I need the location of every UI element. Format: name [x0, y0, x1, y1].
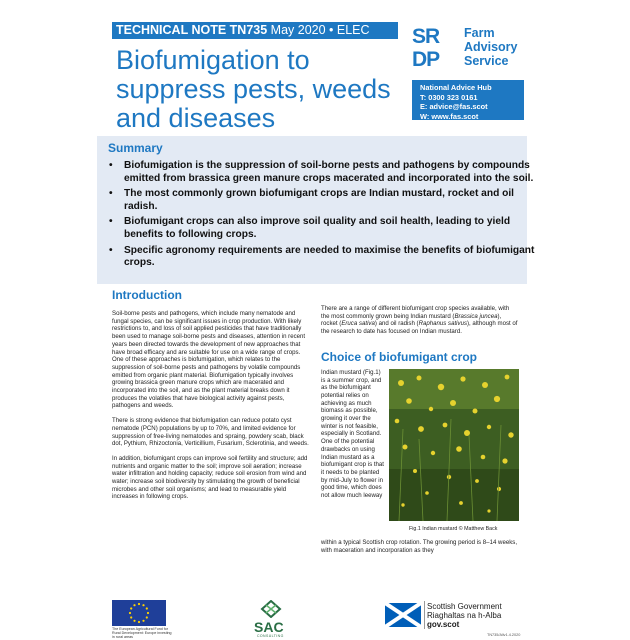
logo-org-line-3: Service	[464, 54, 509, 68]
species-latin-2: Eruca sativa	[341, 320, 375, 328]
title-line-3: and diseases	[116, 103, 276, 133]
summary-list	[97, 160, 544, 273]
choice-heading: Choice of biofumigant crop	[321, 349, 477, 364]
logo-org-name	[464, 26, 518, 68]
sac-subtitle: CONSULTING	[257, 634, 284, 638]
summary-bullet: • The most commonly grown biofumigant crops are Indian mustard, rocket and oil radish.	[124, 188, 544, 213]
summary-bullet: • Specific agronomy requirements are needed to maximise the benefits of biofumigant crops.	[124, 245, 544, 270]
title-line-1: Biofumigation to	[116, 45, 310, 75]
summary-box	[97, 136, 535, 284]
species-text-1: There are a range of different biofumigant crop species available, with the most commonly grown being Indian mustard (	[321, 305, 510, 320]
summary-bullet: • Biofumigant crops can also improve soil quality and soil health, leading to yield benefits to following crops.	[124, 216, 544, 241]
right-column	[321, 305, 519, 554]
scottish-government-text	[427, 602, 502, 630]
saltire-flag-icon	[385, 603, 421, 627]
technical-note-bar	[112, 22, 398, 39]
choice-continued-text: within a typical Scottish crop rotation. The growing period is 8–14 weeks, with maceration and incorporation as they	[321, 538, 518, 554]
species-text-4: ), although most of the research to date has focused on Indian mustard.	[321, 320, 518, 336]
advice-hub-box	[412, 80, 524, 120]
sac-name: SAC	[254, 619, 284, 635]
intro-paragraph-3: In addition, biofumigant crops can improve soil fertility and structure; add nutrients and organic matter to the soil; improve soil aeration; increase water infiltration and holding capacity; reduce soil erosion from wind and water; increase soil biodiversity by stimulating the growth of beneficial microbes and other soil organisms; and lead to measurable yield increases in following crops.	[112, 454, 308, 501]
summary-heading: Summary	[108, 141, 163, 155]
hub-email: E: advice@fas.scot	[420, 102, 488, 112]
species-text-2: ), rocket (	[321, 312, 502, 328]
summary-bullet: • Biofumigation is the suppression of soil-borne pests and pathogens by compounds emitted from brassica green manure crops macerated and incorporated into the soil.	[124, 160, 544, 185]
document-code: TN735/Allv1.4.2020	[487, 633, 521, 637]
logo-divider	[424, 601, 425, 629]
sac-knot-icon	[260, 600, 282, 618]
logo-org-line-1: Farm	[464, 26, 495, 40]
hub-phone: T: 0300 323 0161	[420, 92, 478, 102]
eu-flag-icon	[112, 600, 166, 626]
species-paragraph	[321, 305, 519, 336]
sac-consulting-logo	[252, 600, 292, 638]
note-date: May 2020 • ELEC	[270, 23, 370, 37]
eu-rural-fund-logo	[112, 600, 172, 639]
species-latin-3: Raphanus sativus	[418, 320, 468, 328]
sg-line-3: gov.scot	[427, 620, 460, 630]
scottish-government-logo	[385, 601, 525, 633]
page-title	[116, 46, 406, 133]
note-label: TECHNICAL NOTE TN735	[116, 23, 268, 37]
title-line-2: suppress pests, weeds	[116, 74, 391, 104]
introduction-heading: Introduction	[112, 288, 182, 302]
indian-mustard-photo	[389, 369, 519, 521]
hub-title: National Advice Hub	[420, 83, 492, 92]
species-latin-1: Brassica juncea	[454, 312, 498, 320]
sg-line-1: Scottish Government	[427, 602, 502, 611]
intro-paragraph-1: Soil-borne pests and pathogens, which include many nematode and fungal species, can be significant issues in crop production. With likely restrictions to, and loss of soil applied pesticides that have traditionally been used to manage soil-borne pests and diseases, attention in recent years been directed towards the development of new approaches that have broad efficacy and are suitable for use on a wide range of crops. One of these approaches is biofumigation, which relates to the suppression of soil-borne pests and pathogens by volatile compounds emitted from organic plant material. Biofumigation typically involves growing brassica green manure crops which are macerated and incorporated into the soil, and as the plant material breaks down it produces the volatiles that have biological activity against pests, pathogens and weeds.	[112, 310, 306, 410]
choice-content	[321, 369, 519, 539]
eu-fund-text: The European Agricultural Fund for Rural Development: Europe investing in rural areas	[112, 627, 172, 639]
logo-letters-bottom: DP	[412, 48, 440, 71]
logo-letters-top: SR	[412, 25, 440, 48]
introduction-section	[112, 288, 310, 508]
hub-web: W: www.fas.scot	[420, 111, 479, 121]
species-text-3: ) and oil radish (	[374, 320, 419, 328]
choice-wrap-text: Indian mustard (Fig.1) is a summer crop, and as the biofumigant potential relies on achieving as much biomass as possible, growing it over the winter is not feasible, especially in Scotland. One of the potential drawbacks on using Indian mustard as a biofumigant crop is that it needs to be planted by mid-July to flower in good time, which does not allow much leeway	[321, 368, 385, 500]
srdp-logo-icon	[412, 22, 458, 74]
sg-line-2: Riaghaltas na h-Alba	[427, 611, 502, 621]
intro-paragraph-2: There is strong evidence that biofumigation can reduce potato cyst nematode (PCN) populations by up to 70%, and limited evidence for suppression of free-living nematodes and spraing, powdery scab, black dot, Pythium, Rhizoctonia, Verticillium, Fusarium, Sclerotinia, and weeds.	[112, 417, 309, 448]
farm-advisory-service-logo	[412, 22, 524, 76]
logo-org-line-2: Advisory	[464, 40, 518, 54]
photo-caption: Fig.1 Indian mustard © Matthew Back	[409, 525, 498, 532]
